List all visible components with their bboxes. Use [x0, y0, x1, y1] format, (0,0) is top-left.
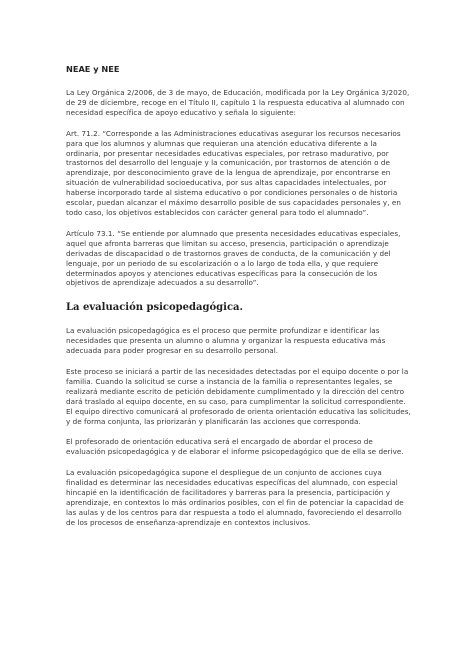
paragraph-definition: La evaluación psicopedagógica es el proceso que permite profundizar e identificar las necesidades que presenta un alumno o alumna y organizar la respuesta educativa más adecuada para poder progresar en su desarrollo personal. — [66, 326, 386, 356]
paragraph-responsible: El profesorado de orientación educativa será el encargado de abordar el proceso de evaluación psicopedagógica y de elaborar el informe psicopedagógico que de ella se derive. — [66, 437, 404, 457]
intro-paragraph: La Ley Orgánica 2/2006, de 3 de mayo, de Educación, modificada por la Ley Orgánica 3/2020, de 29 de diciembre, recoge en el Título II, capítulo 1 la respuesta educativa al alumnado con necesidad específica de apoyo educativo y señala lo siguiente: — [66, 88, 410, 117]
paragraph-process: Este proceso se iniciará a partir de las necesidades detectadas por el equipo docente o por la familia. Cuando la solicitud se curse a instancia de la familia o representantes legales, se realizará mediante escrito de petición debidamente cumplimentado y la dirección del centro dará traslado al equipo docente, en su caso, para cumplimentar la solicitud correspondiente. El equipo directivo comunicará al profesorado de orienta orientación educativa las solicitudes, y de forma conjunta, las priorizarán y planificarán las acciones que corresponda. — [66, 367, 411, 426]
article-73-1-quote: Artículo 73.1. “Se entiende por alumnado que presenta necesidades educativas especiales, aquel que afronta barreras que limitan su acceso, presencia, participación o aprendizaje derivadas de discapacidad o de trastornos graves de conducta, de la comunicación y del lenguaje, por un periodo de su escolarización o a lo largo de toda ella, y que requiere determinados apoyos y atenciones educativas específicas para la consecución de los objetivos de aprendizaje adecuados a su desarrollo”. — [66, 228, 401, 288]
article-71-2-quote: Art. 71.2. “Corresponde a las Administraciones educativas asegurar los recursos necesarios para que los alumnos y alumnas que requieran una atención educativa diferente a la ordinaria, por presentar necesidades educativas especiales, por retraso madurativo, por trastornos del desarrollo del lenguaje y la comunicación, por trastornos de atención o de aprendizaje, por desconocimiento grave de la lengua de aprendizaje, por encontrarse en situación de vulnerabilidad socioeducativa, por sus altas capacidades intelectuales, por haberse incorporado tarde al sistema educativo o por condiciones personales o de historia escolar, puedan alcanzar el máximo desarrollo posible de sus capacidades personales y, en todo caso, los objetivos establecidos con carácter general para todo el alumnado”. — [66, 128, 401, 217]
document-title: NEAE y NEE — [66, 64, 120, 74]
paragraph-actions: La evaluación psicopedagógica supone el despliegue de un conjunto de acciones cuya finalidad es determinar las necesidades educativas específicas del alumnado, con especial hincapié en la identificación de facilitadores y barreras para la presencia, participación y aprendizaje, en contextos lo más ordinarios posibles, con el fin de potenciar la capacidad de las aulas y de los centros para dar respuesta a todo el alumnado, favoreciendo el desarrollo de los procesos de enseñanza-aprendizaje en contextos inclusivos. — [66, 468, 404, 527]
section-title: La evaluación psicopedagógica. — [66, 302, 244, 314]
document-page — [66, 64, 411, 539]
